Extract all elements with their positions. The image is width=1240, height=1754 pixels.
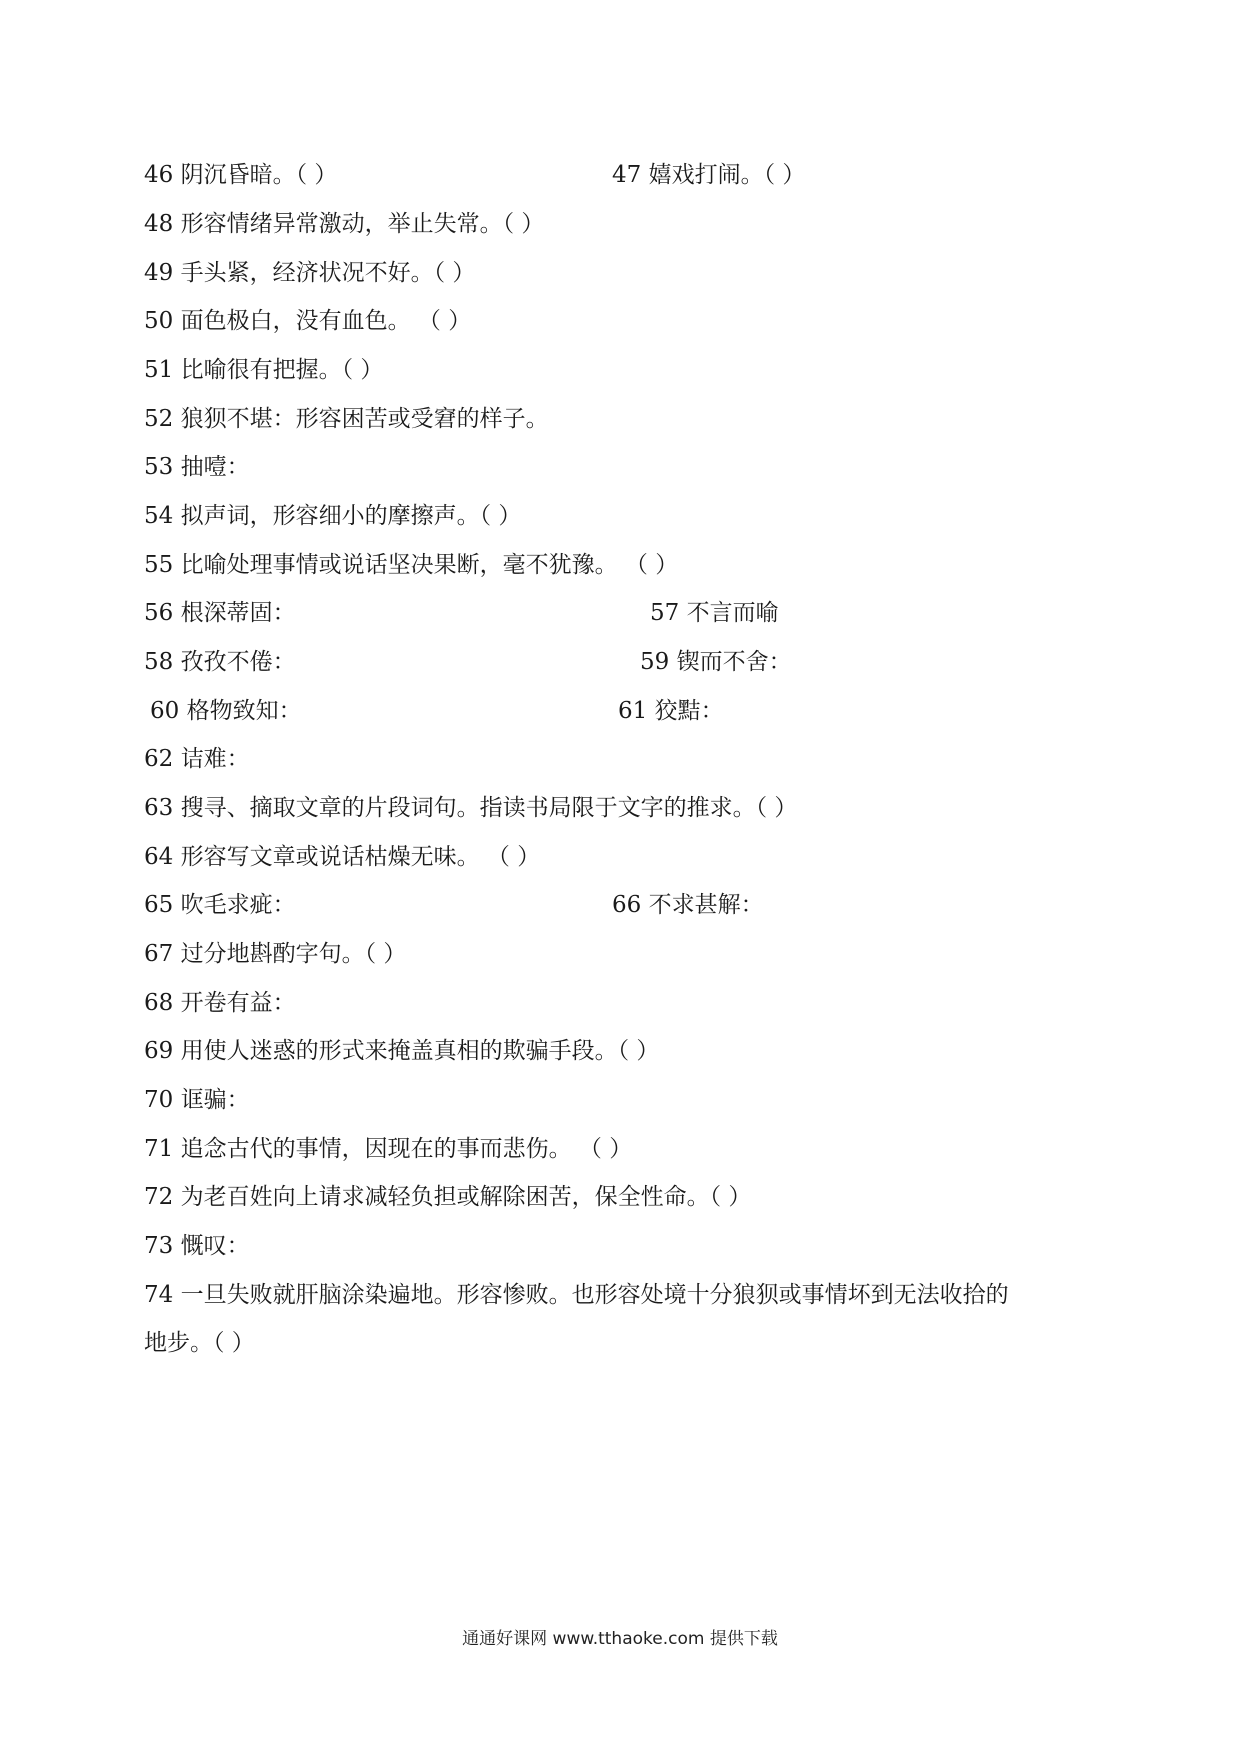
question-46: 46 阴沉昏暗。（ ） [144, 162, 338, 188]
question-51: 51 比喻很有把握。（ ） [144, 357, 384, 383]
question-68: 68 开卷有益： [144, 990, 296, 1016]
question-67: 67 过分地斟酌字句。（ ） [144, 941, 407, 967]
question-47: 47 嬉戏打闹。（ ） [612, 162, 806, 188]
question-72: 72 为老百姓向上请求减轻负担或解除困苦，保全性命。（ ） [144, 1184, 752, 1210]
question-65: 65 吹毛求疵： [144, 892, 296, 918]
question-61: 61 狡黠： [618, 698, 724, 724]
question-64: 64 形容写文章或说话枯燥无味。 （ ） [144, 844, 541, 870]
question-69: 69 用使人迷惑的形式来掩盖真相的欺骗手段。（ ） [144, 1038, 660, 1064]
question-48: 48 形容情绪异常激动，举止失常。（ ） [144, 211, 545, 237]
question-57: 57 不言而喻 [650, 600, 779, 626]
question-74-line-2: 地步。（ ） [144, 1330, 255, 1356]
question-49: 49 手头紧，经济状况不好。（ ） [144, 260, 476, 286]
question-73: 73 慨叹： [144, 1233, 250, 1259]
question-53: 53 抽噎： [144, 454, 250, 480]
question-74-line-1: 74 一旦失败就肝脑涂染遍地。形容惨败。也形容处境十分狼狈或事情坏到无法收拾的 [144, 1282, 1009, 1308]
question-56: 56 根深蒂固： [144, 600, 296, 626]
question-59: 59 锲而不舍： [640, 649, 792, 675]
question-62: 62 诘难： [144, 746, 250, 772]
question-71: 71 追念古代的事情，因现在的事而悲伤。 （ ） [144, 1136, 633, 1162]
question-66: 66 不求甚解： [612, 892, 764, 918]
question-63: 63 搜寻、摘取文章的片段词句。指读书局限于文字的推求。（ ） [144, 795, 798, 821]
question-52: 52 狼狈不堪：形容困苦或受窘的样子。 [144, 406, 549, 432]
question-58: 58 孜孜不倦： [144, 649, 296, 675]
question-60: 60 格物致知： [150, 698, 302, 724]
question-54: 54 拟声词，形容细小的摩擦声。（ ） [144, 503, 522, 529]
question-70: 70 诓骗： [144, 1087, 250, 1113]
page-footer: 通通好课网 www.tthaoke.com 提供下载 [462, 1629, 778, 1649]
question-55: 55 比喻处理事情或说话坚决果断，毫不犹豫。 （ ） [144, 552, 679, 578]
question-50: 50 面色极白，没有血色。 （ ） [144, 308, 472, 334]
